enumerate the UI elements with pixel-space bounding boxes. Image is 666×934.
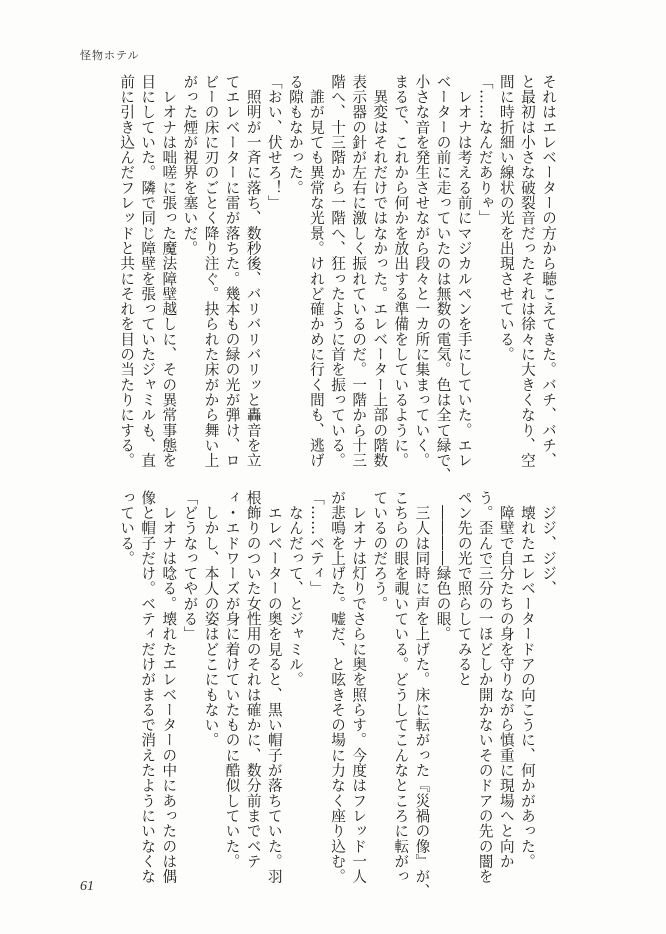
text-line: がった煙が視界を塞いだ。 xyxy=(181,74,199,256)
text-line: 三人は同時に声を上げた。床に転がった『災禍の像』が、 xyxy=(413,490,431,900)
text-line: 壊れたエレベータードアの向こうに、何かがあった。 xyxy=(518,490,536,869)
text-line: 表示器の針が左右に激しく振れているのだ。一階から十三 xyxy=(350,74,368,468)
text-block-bottom xyxy=(116,490,559,900)
text-line: 「……なんだありゃ」 xyxy=(476,74,494,226)
text-line: なんだって、とジャミル。 xyxy=(286,490,304,687)
page-number: 61 xyxy=(80,879,94,894)
text-line: ィ・エドワーズが身に着けていたものに酷似していた。 xyxy=(223,490,241,869)
text-line: 異変はそれだけではなかった。エレベーター上部の階数 xyxy=(371,74,389,468)
text-line: まるで、これから何かを放出する準備をしているように。 xyxy=(392,74,410,468)
text-line: る隙もなかった。 xyxy=(286,74,304,196)
text-line: う。歪んで三分の一ほどしか開かないそのドアの先の闇を xyxy=(476,490,494,884)
text-line: 「どうなってやがる」 xyxy=(181,490,199,642)
text-line: 根飾りのついた女性用のそれは確かに、数分前までベテ xyxy=(244,490,262,869)
text-line: ベーターの前に走っていたのは無数の電気。色は全て緑で、 xyxy=(434,74,452,484)
text-line: 小さな音を発生させながら段々と一カ所に集まっていく。 xyxy=(413,74,431,468)
text-line: ――――緑色の眼。 xyxy=(434,490,452,642)
text-line: レオナは灯りでさらに奥を照らす。今度はフレッド一人 xyxy=(350,490,368,884)
text-line: レオナは考える前にマジカルペンを手にしていた。エレ xyxy=(455,74,473,468)
text-line: 前に引き込んだフレッドと共にそれを目の当たりにする。 xyxy=(118,74,136,468)
text-line: しかし、本人の姿はどこにもない。 xyxy=(202,490,220,748)
text-line: 「おい、伏せろ！」 xyxy=(265,74,283,211)
text-line: レオナは唸る。壊れたエレベーターの中にあったのは偶 xyxy=(160,490,178,884)
text-line: ジジ、ジジ、 xyxy=(540,490,557,597)
running-head-title: 怪物ホテル xyxy=(80,49,140,62)
text-line: 目にしていた。隣で同じ障壁を張っていたジャミルも、直 xyxy=(139,74,157,468)
text-line: 階へ、十三階から一階へ、狂ったように首を振っている。 xyxy=(329,74,347,468)
text-line: ているのだろう。 xyxy=(371,490,389,612)
text-line: 像と帽子だけ。ベティだけがまるで消えたようにいなくな xyxy=(139,490,157,884)
text-line: が悲鳴を上げた。嘘だ、と呟きその場に力なく座り込む。 xyxy=(329,490,347,884)
text-block-top xyxy=(116,74,559,484)
text-line: 誰が見ても異常な光景。けれど確かめに行く間も、逃げ xyxy=(307,74,325,468)
text-line: 照明が一斉に落ち、数秒後、バリバリバリッと轟音を立 xyxy=(244,74,262,468)
text-line: それはエレベーターの方から聴こえてきた。バチ、バチ、 xyxy=(540,74,557,468)
text-line: 障壁で自分たちの身を守りながら慎重に現場へと向か xyxy=(497,490,515,869)
text-line: てエレベーターに雷が落ちた。幾本もの緑の光が弾け、ロ xyxy=(223,74,241,468)
text-line: っている。 xyxy=(118,490,136,566)
text-line: 「……ベティ」 xyxy=(307,490,325,597)
text-line: 間に時折細い線状の光を出現させている。 xyxy=(497,74,515,362)
text-line: ビーの床に刃のごとく降り注ぐ。抉られた床がから舞い上 xyxy=(202,74,220,468)
text-line: と最初は小さな破裂音だったそれは徐々に大きくなり、空 xyxy=(518,74,536,468)
text-line: ペン先の光で照らしてみると xyxy=(455,490,473,687)
text-line: エレベーターの奥を見ると、黒い帽子が落ちていた。羽 xyxy=(265,490,283,884)
text-line: レオナは咄嗟に張った魔法障壁越しに、その異常事態を xyxy=(160,74,178,468)
text-line: こちらの眼を覗いている。どうしてこんなところに転がっ xyxy=(392,490,410,884)
